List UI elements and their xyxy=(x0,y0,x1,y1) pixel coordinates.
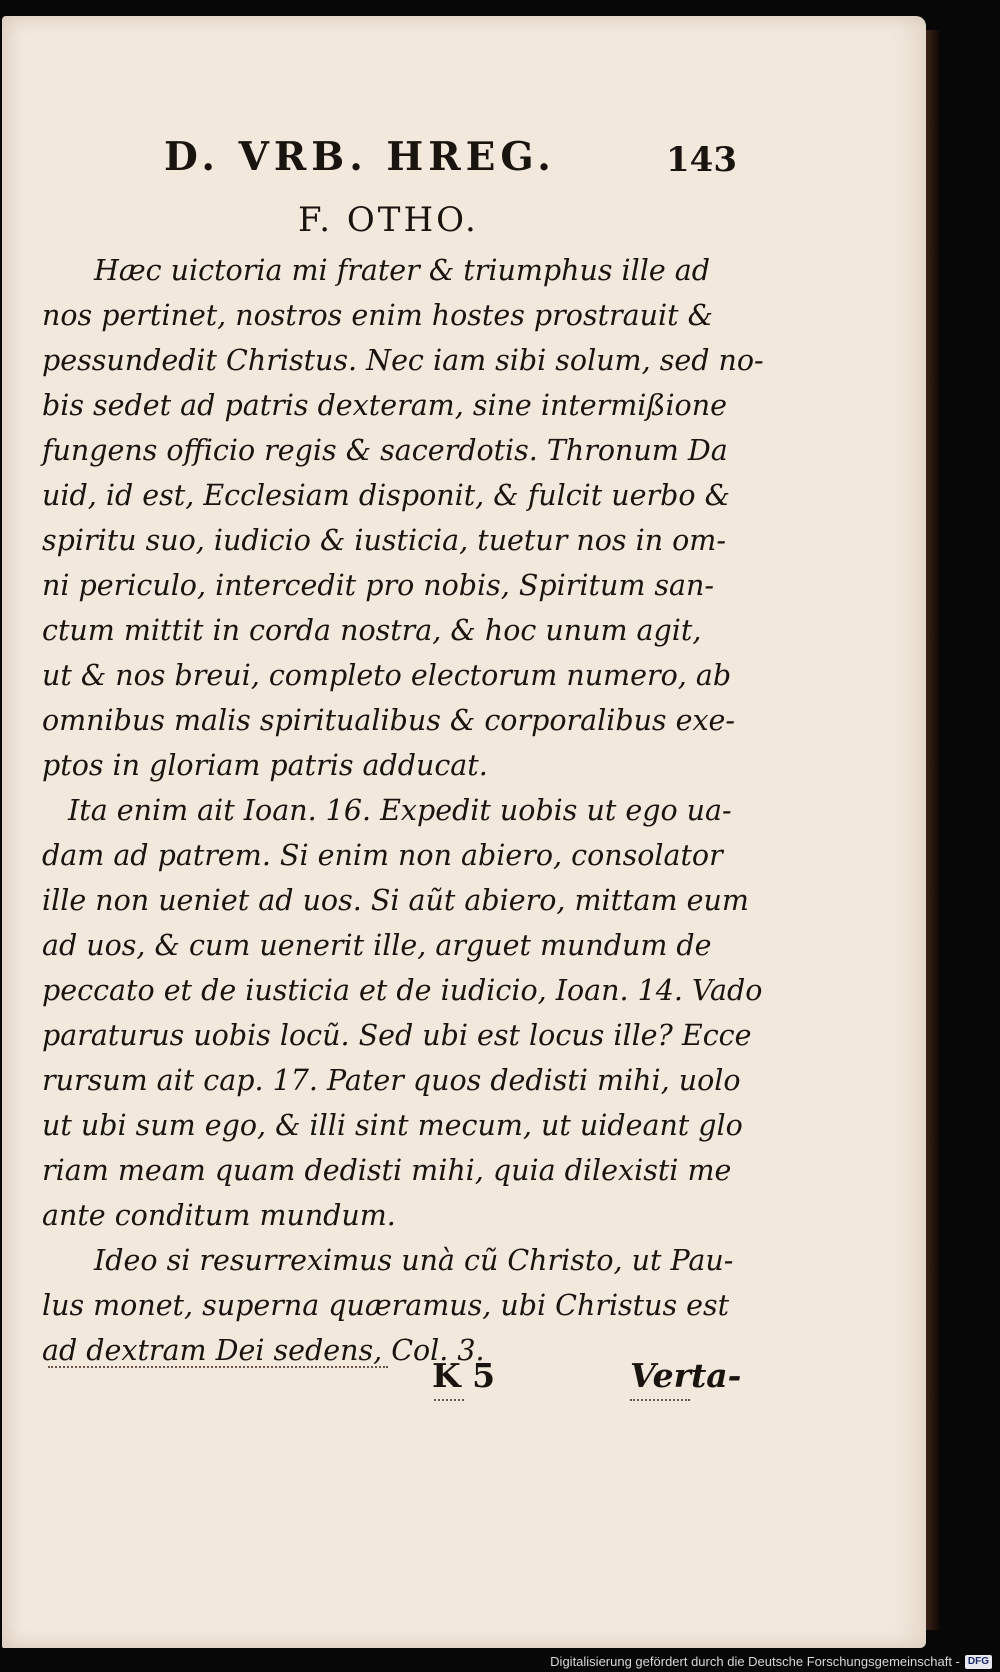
text-line: dam ad patrem. Si enim non abiero, consolator xyxy=(42,839,723,872)
text-line: ad dextram Dei sedens, Col. 3. xyxy=(42,1334,485,1367)
page-edge xyxy=(926,30,940,1630)
text-line: Hæc uictoria mi frater & triumphus ille ad xyxy=(94,254,711,287)
text-line: pessundedit Christus. Nec iam sibi solum, sed no- xyxy=(42,344,764,377)
speaker-heading: F. OTHO. xyxy=(298,200,479,240)
text-line: peccato et de iusticia et de iudicio, Ioan. 14. Vado xyxy=(42,974,763,1007)
ink-underline xyxy=(48,1366,388,1369)
digitization-credit xyxy=(550,1654,992,1669)
dfg-logo-icon: DFG xyxy=(965,1655,992,1669)
text-line: ni periculo, intercedit pro nobis, Spiritum san- xyxy=(42,569,715,602)
book-page xyxy=(2,16,926,1648)
body-text xyxy=(42,248,764,1373)
text-line: ante conditum mundum. xyxy=(42,1199,396,1232)
credit-text: Digitalisierung gefördert durch die Deutsche Forschungsgemeinschaft - xyxy=(550,1654,960,1669)
text-line: spiritu suo, iudicio & iusticia, tuetur nos in om- xyxy=(42,524,726,557)
running-title: D. VRB. HREG. xyxy=(164,134,556,180)
text-line: Ideo si resurreximus unà cũ Christo, ut Pau- xyxy=(94,1244,734,1277)
text-line: ctum mittit in corda nostra, & hoc unum agit, xyxy=(42,614,702,647)
text-line: omnibus malis spiritualibus & corporalibus exe- xyxy=(42,704,736,737)
text-line: lus monet, superna quæramus, ubi Christus est xyxy=(42,1289,730,1322)
text-line: ad uos, & cum uenerit ille, arguet mundum de xyxy=(42,929,712,962)
text-line: bis sedet ad patris dexteram, sine intermißione xyxy=(42,389,727,422)
catchword: Verta- xyxy=(630,1356,742,1395)
text-line: ille non ueniet ad uos. Si aũt abiero, mittam eum xyxy=(42,884,749,917)
text-line: ptos in gloriam patris adducat. xyxy=(42,749,488,782)
ink-underline xyxy=(434,1399,464,1402)
text-line: riam meam quam dedisti mihi, quia dilexisti me xyxy=(42,1154,732,1187)
text-line: ut & nos breui, completo electorum numero, ab xyxy=(42,659,732,692)
text-line: uid, id est, Ecclesiam disponit, & fulcit uerbo & xyxy=(42,479,730,512)
text-line: nos pertinet, nostros enim hostes prostrauit & xyxy=(42,299,713,332)
text-line: Ita enim ait Ioan. 16. Expedit uobis ut ego ua- xyxy=(68,794,732,827)
signature-mark: K 5 xyxy=(432,1356,496,1395)
text-line: ut ubi sum ego, & illi sint mecum, ut uideant glo xyxy=(42,1109,743,1142)
text-line: rursum ait cap. 17. Pater quos dedisti mihi, uolo xyxy=(42,1064,741,1097)
ink-underline xyxy=(630,1399,690,1402)
text-line: fungens officio regis & sacerdotis. Thronum Da xyxy=(42,434,728,467)
page-number: 143 xyxy=(666,140,737,180)
text-line: paraturus uobis locũ. Sed ubi est locus ille? Ecce xyxy=(42,1019,752,1052)
